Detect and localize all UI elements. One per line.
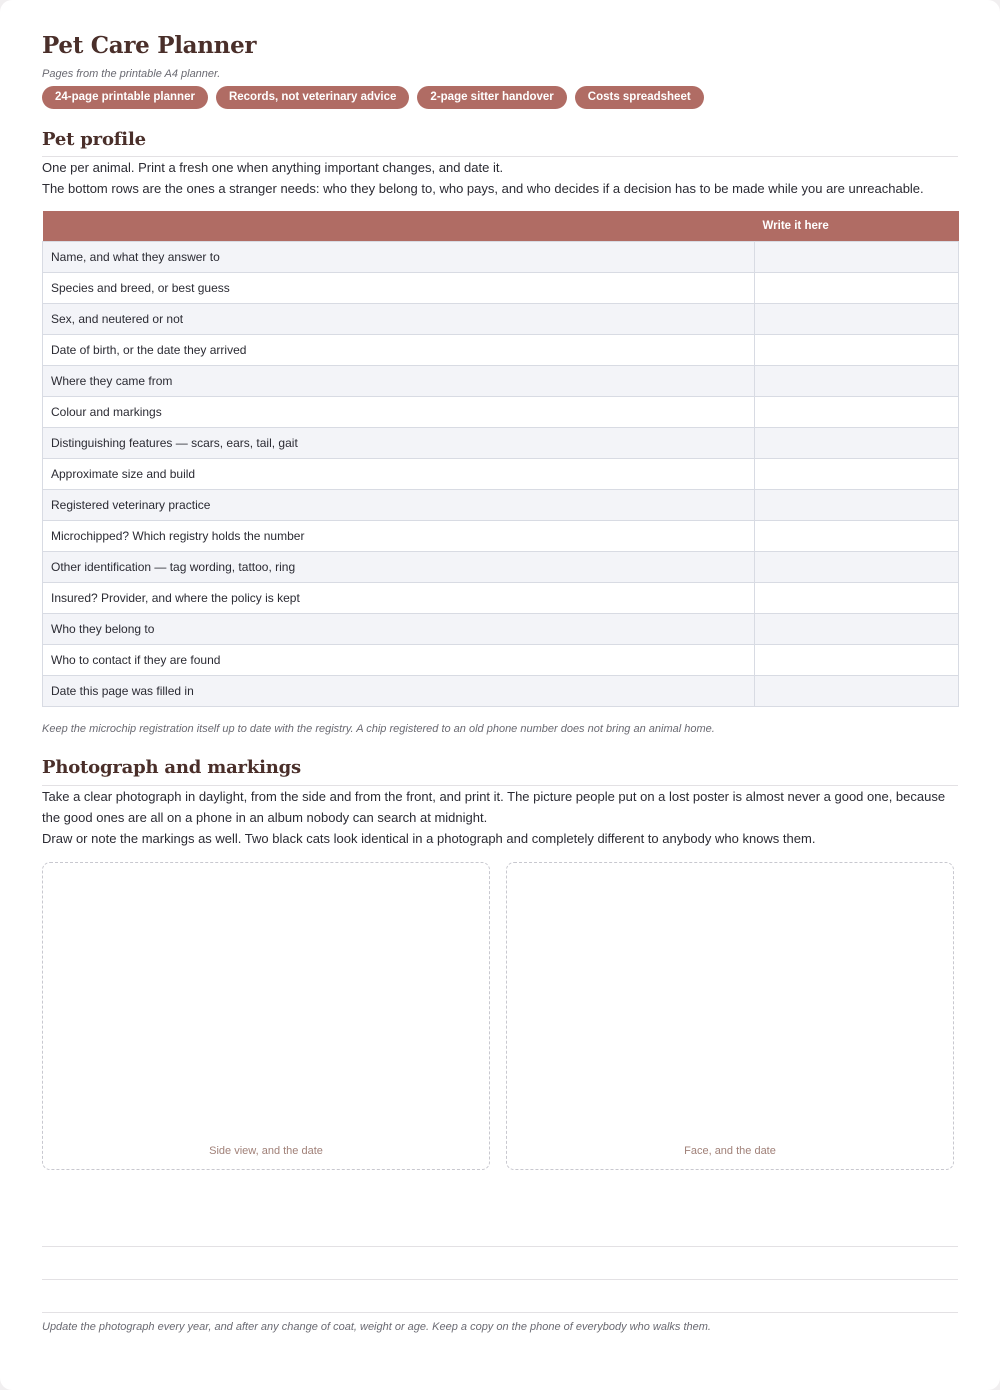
table-header-write-here: Write it here bbox=[755, 211, 959, 242]
table-row bbox=[43, 490, 959, 521]
table-row bbox=[43, 552, 959, 583]
field-label: Who they belong to bbox=[43, 614, 755, 645]
write-in-cell bbox=[755, 459, 959, 490]
page-subtitle: Pages from the printable A4 planner. bbox=[42, 68, 221, 80]
section-heading-pet-profile: Pet profile bbox=[42, 129, 958, 157]
field-label: Other identification — tag wording, tattoo, ring bbox=[43, 552, 755, 583]
photo-boxes bbox=[42, 862, 958, 1170]
table-row bbox=[43, 335, 959, 366]
pill-printable-planner: 24-page printable planner bbox=[42, 86, 208, 109]
photo-box-caption: Side view, and the date bbox=[209, 1145, 323, 1157]
write-in-cell bbox=[755, 304, 959, 335]
write-in-cell bbox=[755, 645, 959, 676]
field-label: Colour and markings bbox=[43, 397, 755, 428]
photo-update-note: Update the photograph every year, and after any change of coat, weight or age. Keep a copy on the phone of everybody who walks them. bbox=[42, 1321, 711, 1333]
write-in-cell bbox=[755, 614, 959, 645]
write-in-cell bbox=[755, 335, 959, 366]
write-in-cell bbox=[755, 366, 959, 397]
field-label: Date of birth, or the date they arrived bbox=[43, 335, 755, 366]
field-label: Where they came from bbox=[43, 366, 755, 397]
field-label: Microchipped? Which registry holds the number bbox=[43, 521, 755, 552]
field-label: Sex, and neutered or not bbox=[43, 304, 755, 335]
field-label: Registered veterinary practice bbox=[43, 490, 755, 521]
microchip-note: Keep the microchip registration itself up to date with the registry. A chip registered to an old phone number does not bring an animal home. bbox=[42, 723, 715, 735]
write-in-cell bbox=[755, 676, 959, 707]
writing-lines bbox=[42, 1215, 958, 1313]
write-in-cell bbox=[755, 273, 959, 304]
pill-costs-spreadsheet: Costs spreadsheet bbox=[575, 86, 704, 109]
table-row bbox=[43, 397, 959, 428]
table-row bbox=[43, 428, 959, 459]
write-in-cell bbox=[755, 490, 959, 521]
table-row bbox=[43, 273, 959, 304]
photo-para-2: Draw or note the markings as well. Two black cats look identical in a photograph and completely different to anybody who knows them. bbox=[42, 831, 816, 846]
pill-sitter-handover: 2-page sitter handover bbox=[417, 86, 566, 109]
writing-line bbox=[42, 1215, 958, 1247]
photo-para-1: Take a clear photograph in daylight, from the side and from the front, and print it. The picture people put on a lost poster is almost never a good one, because the good ones are all on a phone in an album nobody can search at midnight. bbox=[42, 789, 946, 825]
field-label: Name, and what they answer to bbox=[43, 242, 755, 273]
field-label: Distinguishing features — scars, ears, tail, gait bbox=[43, 428, 755, 459]
table-row bbox=[43, 645, 959, 676]
table-row bbox=[43, 614, 959, 645]
table-row bbox=[43, 242, 959, 273]
photo-box-side-view bbox=[42, 862, 490, 1170]
write-in-cell bbox=[755, 552, 959, 583]
write-in-cell bbox=[755, 428, 959, 459]
table-row bbox=[43, 366, 959, 397]
table-header-field bbox=[43, 211, 755, 242]
field-label: Insured? Provider, and where the policy is kept bbox=[43, 583, 755, 614]
table-row bbox=[43, 521, 959, 552]
field-label: Approximate size and build bbox=[43, 459, 755, 490]
profile-intro-2: The bottom rows are the ones a stranger needs: who they belong to, who pays, and who decides if a decision has to be made while you are unreachable. bbox=[42, 181, 924, 196]
field-label: Who to contact if they are found bbox=[43, 645, 755, 676]
pill-records: Records, not veterinary advice bbox=[216, 86, 409, 109]
field-label: Date this page was filled in bbox=[43, 676, 755, 707]
table-row bbox=[43, 304, 959, 335]
photo-box-face bbox=[506, 862, 954, 1170]
writing-line bbox=[42, 1281, 958, 1313]
write-in-cell bbox=[755, 583, 959, 614]
table-row bbox=[43, 459, 959, 490]
table-row bbox=[43, 583, 959, 614]
section-heading-photograph: Photograph and markings bbox=[42, 756, 958, 786]
write-in-cell bbox=[755, 521, 959, 552]
tag-pills bbox=[42, 86, 958, 109]
pet-profile-table bbox=[42, 211, 959, 707]
write-in-cell bbox=[755, 397, 959, 428]
writing-line bbox=[42, 1248, 958, 1280]
field-label: Species and breed, or best guess bbox=[43, 273, 755, 304]
table-row bbox=[43, 676, 959, 707]
table-header-row bbox=[43, 211, 959, 242]
photo-box-caption: Face, and the date bbox=[684, 1145, 776, 1157]
profile-intro-1: One per animal. Print a fresh one when anything important changes, and date it. bbox=[42, 160, 504, 175]
write-in-cell bbox=[755, 242, 959, 273]
page-title: Pet Care Planner bbox=[42, 32, 257, 59]
